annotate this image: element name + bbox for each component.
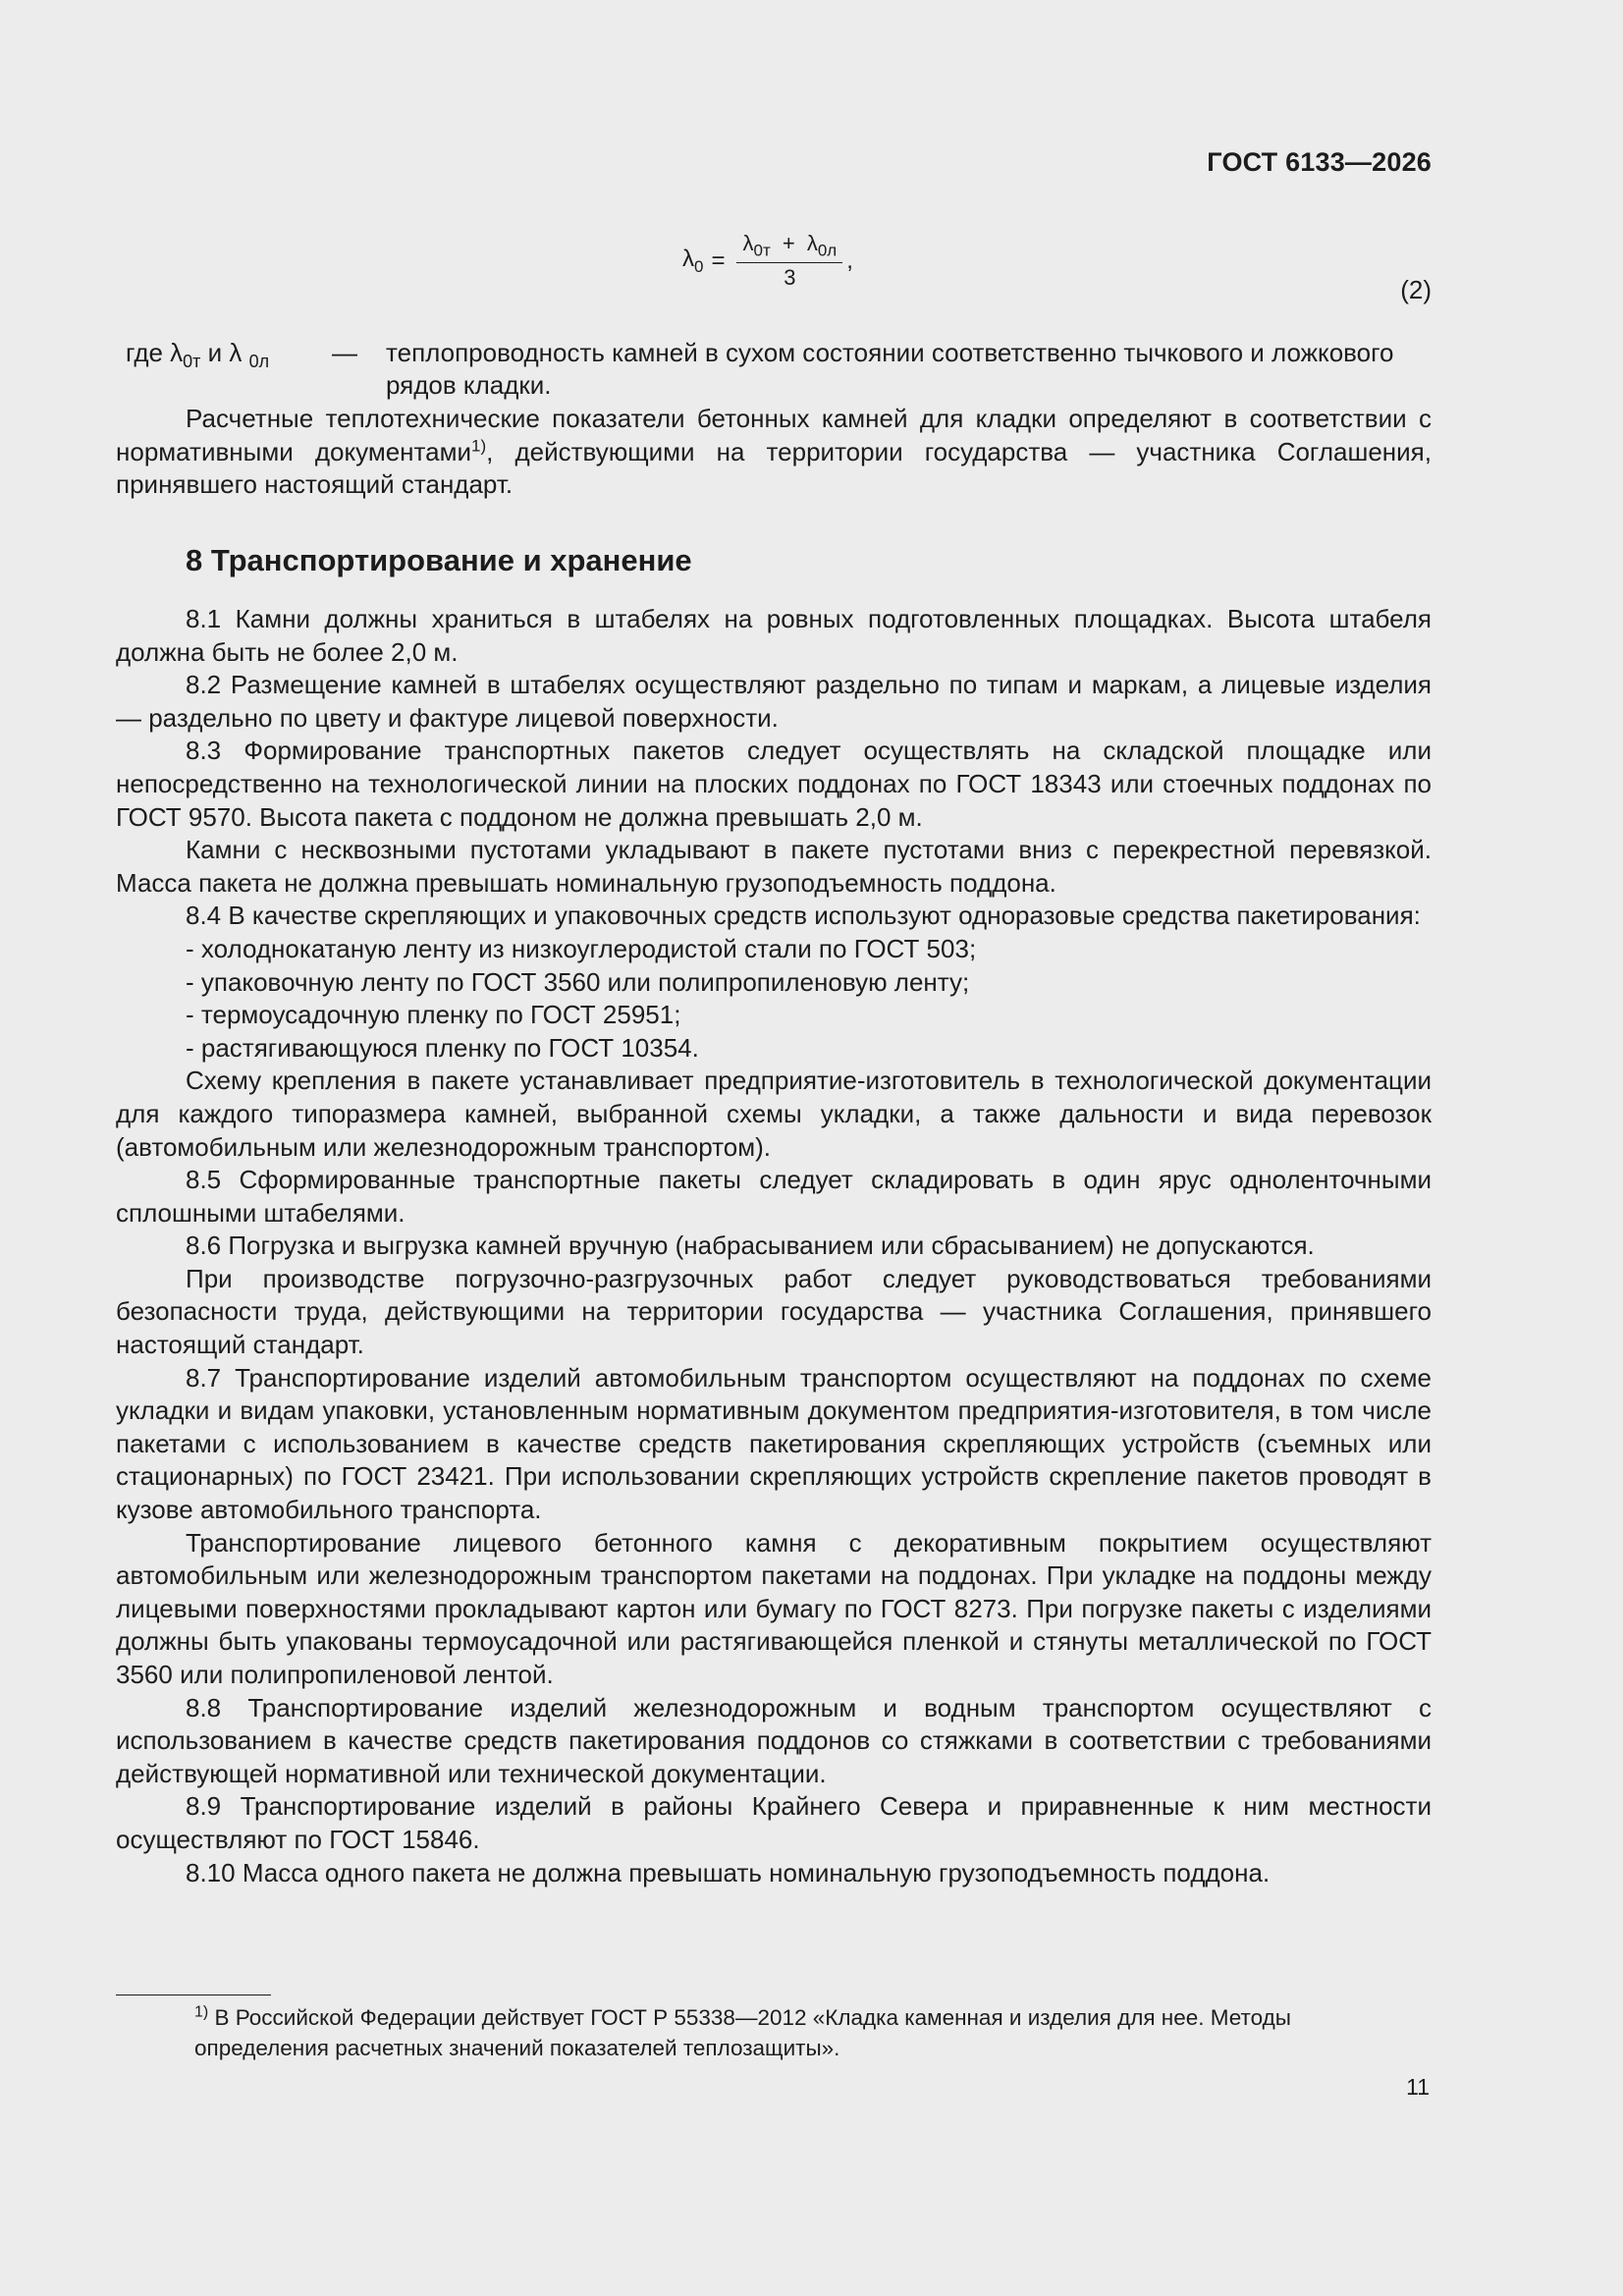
list-item: - термоусадочную пленку по ГОСТ 25951; bbox=[186, 1000, 681, 1030]
paragraph-8-1: 8.1 Камни должны храниться в штабелях на ровных подготовленных площадках. Высота штабеля должна быть не более 2,0 м. bbox=[116, 604, 1432, 667]
paragraph-8-10: 8.10 Масса одного пакета не должна превышать номинальную грузоподъемность поддона. bbox=[186, 1857, 1271, 1887]
paragraph-8-7-continued: Транспортирование лицевого бетонного камня с декоративным покрытием осуществляют автомобильным или железнодорожным транспортом пакетами на поддонах. При укладке на поддоны между лицевыми поверхностями прокладывают картон или бумагу по ГОСТ 8273. При погрузке пакеты с изделиями должны быть упакованы термоусадочной или растягивающейся пленкой и стянуты металлической по ГОСТ 3560 или полипропиленовой лентой. bbox=[116, 1527, 1432, 1689]
section-heading: 8 Транспортирование и хранение bbox=[186, 543, 692, 577]
formula-lhs: $\lambda_0$ bbox=[682, 245, 704, 276]
paragraph-8-6-continued: При производстве погрузочно-разгрузочных работ следует руководствоваться требованиями безопасности труда, действующими на территории государства — участника Соглашения, принявшего настоящий стандарт. bbox=[116, 1263, 1432, 1360]
formula-denominator: 3 bbox=[784, 265, 796, 291]
list-item: - холоднокатаную ленту из низкоуглеродистой стали по ГОСТ 503; bbox=[186, 933, 977, 963]
list-item: - упаковочную ленту по ГОСТ 3560 или полипропиленовую ленту; bbox=[186, 966, 970, 997]
formula-numerator: $\lambda_{0т} + \lambda_{0л}$ bbox=[736, 231, 842, 263]
paragraph-8-9: 8.9 Транспортирование изделий в районы Крайнего Севера и приравненные к ним местности осуществляют по ГОСТ 15846. bbox=[116, 1791, 1432, 1854]
paragraph-8-3: 8.3 Формирование транспортных пакетов следует осуществлять на складской площадке или непосредственно на технологической линии на плоских поддонах по ГОСТ 18343 или стоечных поддонах по ГОСТ 9570. Высота пакета с поддоном не должна превышать 2,0 м. bbox=[116, 736, 1432, 832]
paragraph-8-5: 8.5 Сформированные транспортные пакеты следует складировать в один ярус одноленточными сплошными штабелями. bbox=[116, 1165, 1432, 1228]
footnote-mark: 1) bbox=[194, 2003, 209, 2021]
list-item: - растягивающуюся пленку по ГОСТ 10354. bbox=[186, 1032, 699, 1063]
formula-fraction bbox=[736, 231, 842, 291]
footnote-reference: 1) bbox=[471, 435, 487, 455]
formula-equals: = bbox=[711, 246, 726, 274]
paragraph-8-4-continued: Схему крепления в пакете устанавливает предприятие-изготовитель в технологической документации для каждого типоразмера камней, выбранной схемы укладки, а также дальности и вида перевозок (автомобильным или железнодорожным транспортом). bbox=[116, 1066, 1432, 1162]
where-dash: — bbox=[332, 338, 357, 367]
document-code: ГОСТ 6133—2026 bbox=[1207, 147, 1432, 177]
intro-paragraph: Расчетные теплотехнические показатели бетонных камней для кладки определяют в соответствии с нормативными документами$^{1)}$, действующими на территории государства — участника Соглашения, принявшего настоящий стандарт. bbox=[116, 404, 1432, 500]
where-symbols: где $\lambda_{0т}$ и λ $_{0л}$ bbox=[126, 338, 270, 372]
paragraph-8-3-continued: Камни с несквозными пустотами укладывают в пакете пустотами вниз с перекрестной перевязкой. Масса пакета не должна превышать номинальную грузоподъемность поддона. bbox=[116, 835, 1432, 898]
where-definition: теплопроводность камней в сухом состоянии соответственно тычкового и ложкового рядов кладки. bbox=[386, 338, 1394, 400]
footnote-text: $^{1)}$ В Российской Федерации действует ГОСТ Р 55338—2012 «Кладка каменная и изделия для нее. Методы определения расчетных значений показателей теплозащиты». bbox=[194, 2003, 1291, 2060]
formula bbox=[682, 231, 853, 291]
section-body bbox=[116, 603, 1432, 1889]
formula-number: (2) bbox=[1400, 275, 1432, 304]
page-number: 11 bbox=[1406, 2074, 1430, 2100]
formula-comma: , bbox=[846, 246, 853, 274]
paragraph-8-8: 8.8 Транспортирование изделий железнодорожным и водным транспортом осуществляют с использованием в качестве средств пакетирования поддонов со стяжками в соответствии с требованиями действующей нормативной или технической документации. bbox=[116, 1692, 1432, 1788]
footnote bbox=[116, 2002, 1432, 2063]
paragraph-8-6: 8.6 Погрузка и выгрузка камней вручную (набрасыванием или сбрасыванием) не допускаются. bbox=[186, 1230, 1315, 1261]
where-explanation bbox=[126, 337, 1432, 402]
paragraph-8-4: 8.4 В качестве скрепляющих и упаковочных средств используют одноразовые средства пакетирования: bbox=[186, 901, 1421, 931]
paragraph-8-7: 8.7 Транспортирование изделий автомобильным транспортом осуществляют на поддонах по схеме укладки и видам упаковки, установленным нормативным документом предприятия-изготовителя, в том числе пакетами с использованием в качестве средств пакетирования скрепляющих устройств (съемных или стационарных) по ГОСТ 23421. При использовании скрепляющих устройств скрепление пакетов проводят в кузове автомобильного транспорта. bbox=[116, 1362, 1432, 1525]
paragraph-8-2: 8.2 Размещение камней в штабелях осуществляют раздельно по типам и маркам, а лицевые изделия — раздельно по цвету и фактуре лицевой поверхности. bbox=[116, 670, 1432, 733]
intro-paragraph-block bbox=[116, 403, 1432, 502]
